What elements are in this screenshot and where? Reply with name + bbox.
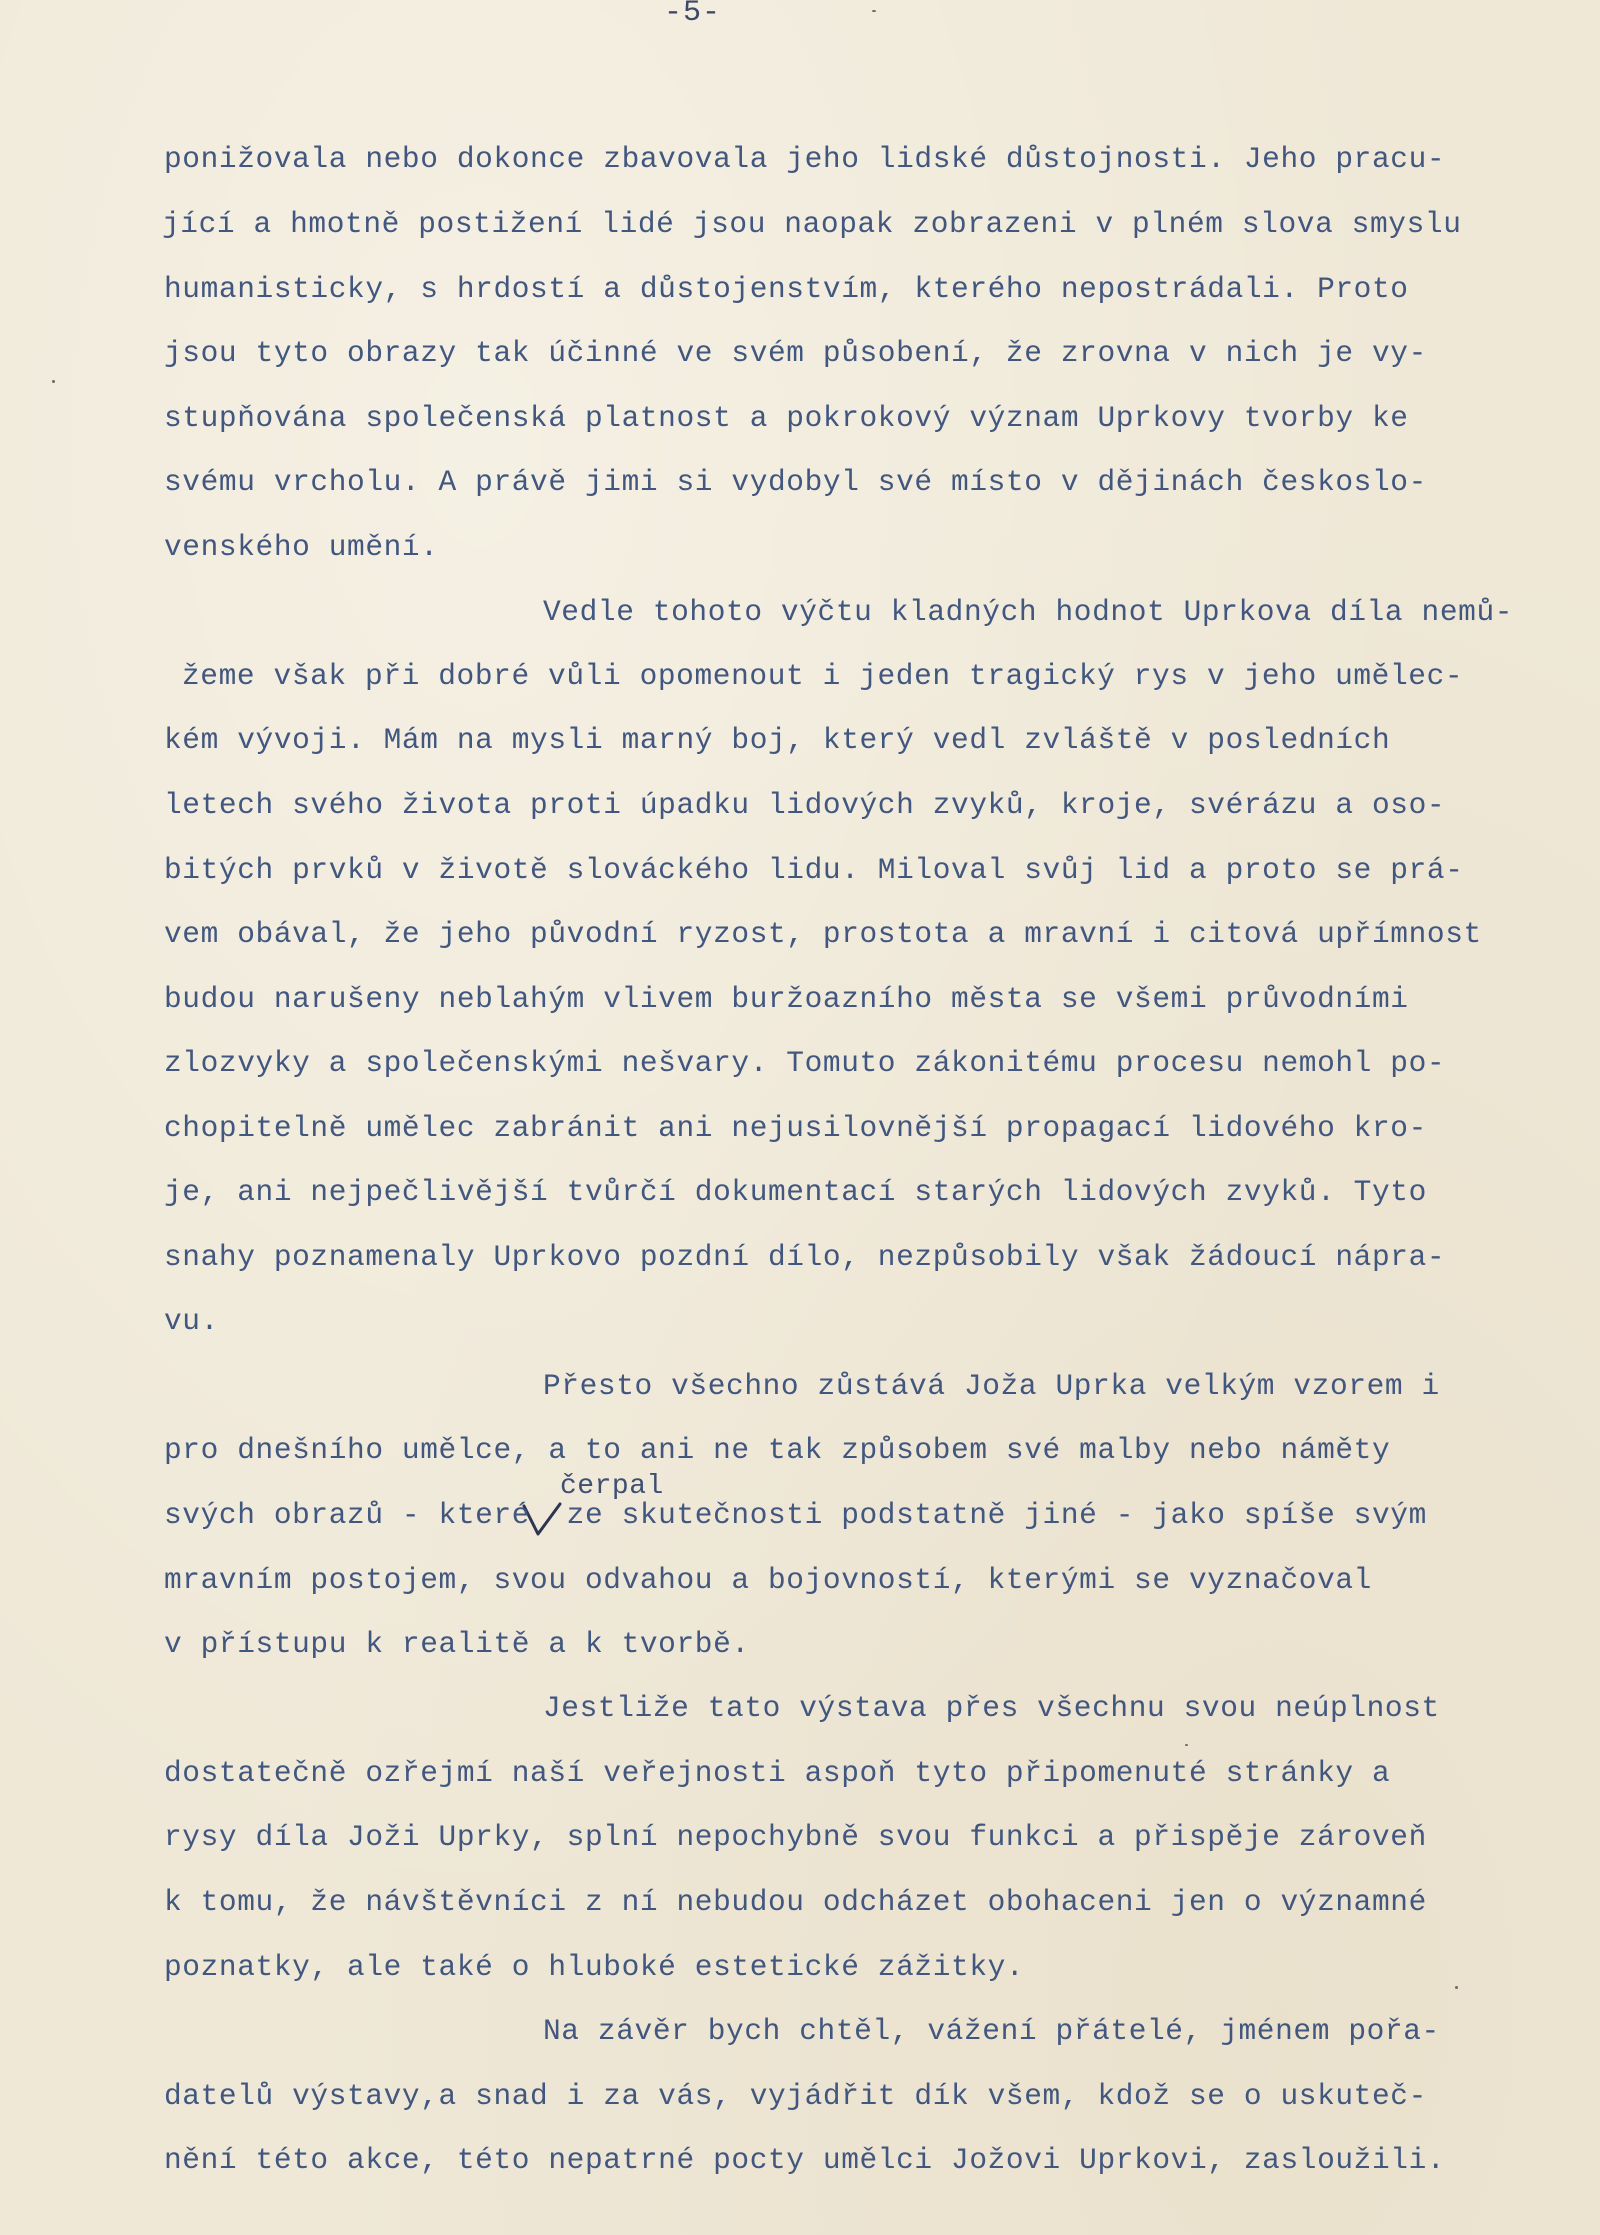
text-line: letech svého života proti úpadku lidových zvyků, kroje, svérázu a oso- bbox=[164, 788, 1446, 822]
text-line: snahy poznamenaly Uprkovo pozdní dílo, nezpůsobily však žádoucí nápra- bbox=[164, 1240, 1446, 1274]
text-line: dostatečně ozřejmí naší veřejnosti aspoň tyto připomenuté stránky a bbox=[164, 1756, 1391, 1790]
text-line: rysy díla Joži Uprky, splní nepochybně svou funkci a přispěje zároveň bbox=[164, 1820, 1427, 1854]
text-line: nění této akce, této nepatrné pocty umělci Jožovi Uprkovi, zasloužili. bbox=[164, 2143, 1446, 2177]
text-line: je, ani nejpečlivější tvůrčí dokumentací starých lidových zvyků. Tyto bbox=[164, 1175, 1427, 1209]
text-line: budou narušeny neblahým vlivem buržoazního města se všemi průvodními bbox=[164, 982, 1409, 1016]
text-line: pro dnešního umělce, a to ani ne tak způsobem své malby nebo náměty bbox=[164, 1433, 1391, 1467]
text-line: v přístupu k realitě a k tvorbě. bbox=[164, 1627, 750, 1661]
text-line: chopitelně umělec zabránit ani nejusilovnější propagací lidového kro- bbox=[164, 1111, 1427, 1145]
paragraph-start: Vedle tohoto výčtu kladných hodnot Uprkova díla nemů- bbox=[543, 595, 1514, 629]
text-line: žeme však při dobré vůli opomenout i jeden tragický rys v jeho umělec- bbox=[182, 659, 1464, 693]
text-line: kém vývoji. Mám na mysli marný boj, který vedl zvláště v posledních bbox=[164, 723, 1391, 757]
text-line: bitých prvků v životě slováckého lidu. Miloval svůj lid a proto se prá- bbox=[164, 853, 1464, 887]
paper-speck bbox=[52, 380, 55, 383]
handwritten-insertion: čerpal bbox=[560, 1471, 664, 1502]
paragraph-start: Na závěr bych chtěl, vážení přátelé, jménem pořa- bbox=[543, 2014, 1440, 2048]
text-line: zlozvyky a společenskými nešvary. Tomuto zákonitému procesu nemohl po- bbox=[164, 1046, 1446, 1080]
text-line: vem obával, že jeho původní ryzost, prostota a mravní i citová upřímnost bbox=[164, 917, 1482, 951]
paragraph-start: Přesto všechno zůstává Joža Uprka velkým vzorem i bbox=[543, 1369, 1440, 1403]
paper-speck bbox=[1185, 1744, 1188, 1746]
text-line: stupňována společenská platnost a pokrokový význam Uprkovy tvorby ke bbox=[164, 401, 1409, 435]
paper-speck bbox=[872, 10, 876, 12]
text-line: jící a hmotně postižení lidé jsou naopak zobrazeni v plném slova smyslu bbox=[162, 207, 1462, 241]
page-number: -5- bbox=[664, 0, 722, 30]
text-line: svému vrcholu. A právě jimi si vydobyl své místo v dějinách českoslo- bbox=[164, 465, 1427, 499]
text-line: ponižovala nebo dokonce zbavovala jeho lidské důstojnosti. Jeho pracu- bbox=[164, 142, 1446, 176]
text-line: vu. bbox=[164, 1304, 219, 1338]
text-line: svých obrazů - které ze skutečnosti podstatně jiné - jako spíše svým bbox=[164, 1498, 1427, 1532]
text-line: humanisticky, s hrdostí a důstojenstvím, kterého nepostrádali. Proto bbox=[164, 272, 1409, 306]
text-line: jsou tyto obrazy tak účinné ve svém působení, že zrovna v nich je vy- bbox=[164, 336, 1427, 370]
text-line: datelů výstavy,a snad i za vás, vyjádřit dík všem, kdož se o uskuteč- bbox=[164, 2079, 1427, 2113]
text-line: venského umění. bbox=[164, 530, 439, 564]
text-line: mravním postojem, svou odvahou a bojovností, kterými se vyznačoval bbox=[164, 1563, 1372, 1597]
text-line: k tomu, že návštěvníci z ní nebudou odcházet obohaceni jen o významné bbox=[164, 1885, 1427, 1919]
text-line: poznatky, ale také o hluboké estetické zážitky. bbox=[164, 1950, 1025, 1984]
paper-speck bbox=[1455, 1986, 1458, 1989]
paragraph-start: Jestliže tato výstava přes všechnu svou neúplnost bbox=[543, 1691, 1440, 1725]
